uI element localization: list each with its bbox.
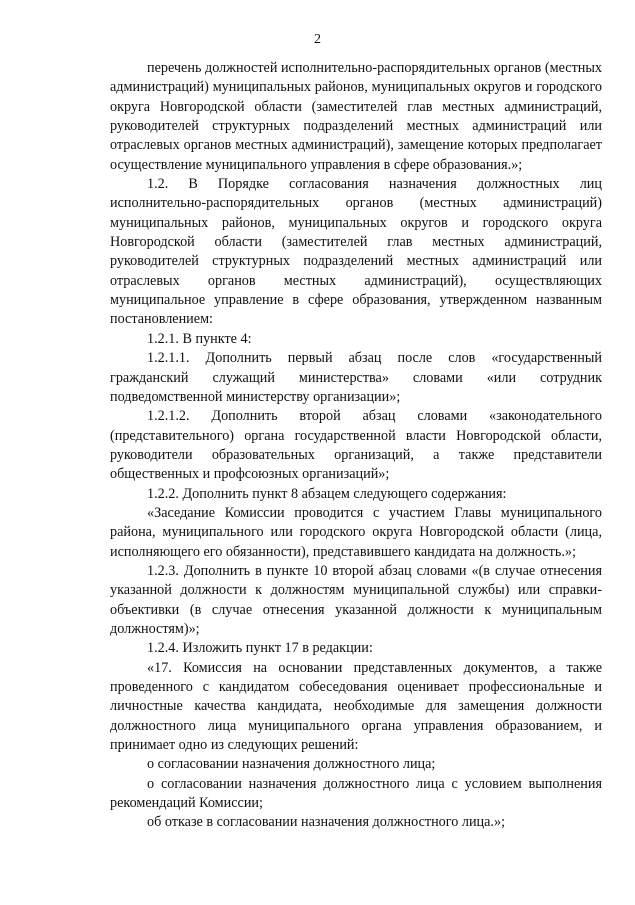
paragraph-point-17: «17. Комиссия на основании представленных документов, а также проведенного с кандидатом собеседования оценивает профессиональные и личностные качества кандидата, необходимые для замещения должности должностного лица муниципального органа управления образованием, и принимает одно из следующих решений: — [110, 659, 602, 754]
page-number: 2 — [314, 32, 321, 47]
paragraph-1-2-2: 1.2.2. Дополнить пункт 8 абзацем следующего содержания: — [147, 485, 507, 502]
document-body — [110, 59, 602, 833]
paragraph-decision-refuse: об отказе в согласовании назначения должностного лица.»; — [147, 814, 506, 831]
paragraph-1-2: 1.2. В Порядке согласования назначения должностных лиц исполнительно-распорядительных органов (местных администраций) муниципальных районов, муниципальных округов и городского округа Новгородской области (заместителей глав местных администраций, руководителей структурных подразделений местных администраций или отраслевых органов местных администраций), осуществляющих муниципальное управление в сфере образования, утвержденном названным постановлением: — [110, 176, 602, 328]
paragraph-1-2-1-1: 1.2.1.1. Дополнить первый абзац после слов «государственный гражданский служащий министерства» словами «или сотрудник подведомственной министерству организации»; — [110, 350, 602, 405]
paragraph-list-of-positions: перечень должностей исполнительно-распорядительных органов (местных администраций) муниципальных районов, муниципальных округов и городского округа Новгородской области (заместителей глав местных администраций, руководителей структурных подразделений местных администраций или отраслевых органов местных администраций), замещение которых предполагает осуществление муниципального управления в сфере образования.»; — [110, 60, 602, 173]
paragraph-1-2-3: 1.2.3. Дополнить в пункте 10 второй абзац словами «(в случае отнесения указанной должности к должностям муниципальной службы) или справки-объективки (в случае отнесения указанной должности к муниципальным должностям)»; — [110, 562, 602, 637]
paragraph-decision-approve-conditional: о согласовании назначения должностного лица с условием выполнения рекомендаций Комиссии; — [110, 775, 602, 812]
paragraph-commission-meeting: «Заседание Комиссии проводится с участием Главы муниципального района, муниципального или городского округа Новгородской области (лица, исполняющего его обязанности), представившего кандидата на должность.»; — [110, 504, 602, 560]
paragraph-1-2-4: 1.2.4. Изложить пункт 17 в редакции: — [147, 640, 373, 657]
paragraph-1-2-1-2: 1.2.1.2. Дополнить второй абзац словами «законодательного (представительного) органа государственной власти Новгородской области, руководители образовательных организаций, а также представители общественных и профсоюзных организаций»; — [110, 408, 602, 483]
paragraph-1-2-1: 1.2.1. В пункте 4: — [147, 330, 252, 347]
paragraph-decision-approve: о согласовании назначения должностного лица; — [147, 756, 436, 773]
